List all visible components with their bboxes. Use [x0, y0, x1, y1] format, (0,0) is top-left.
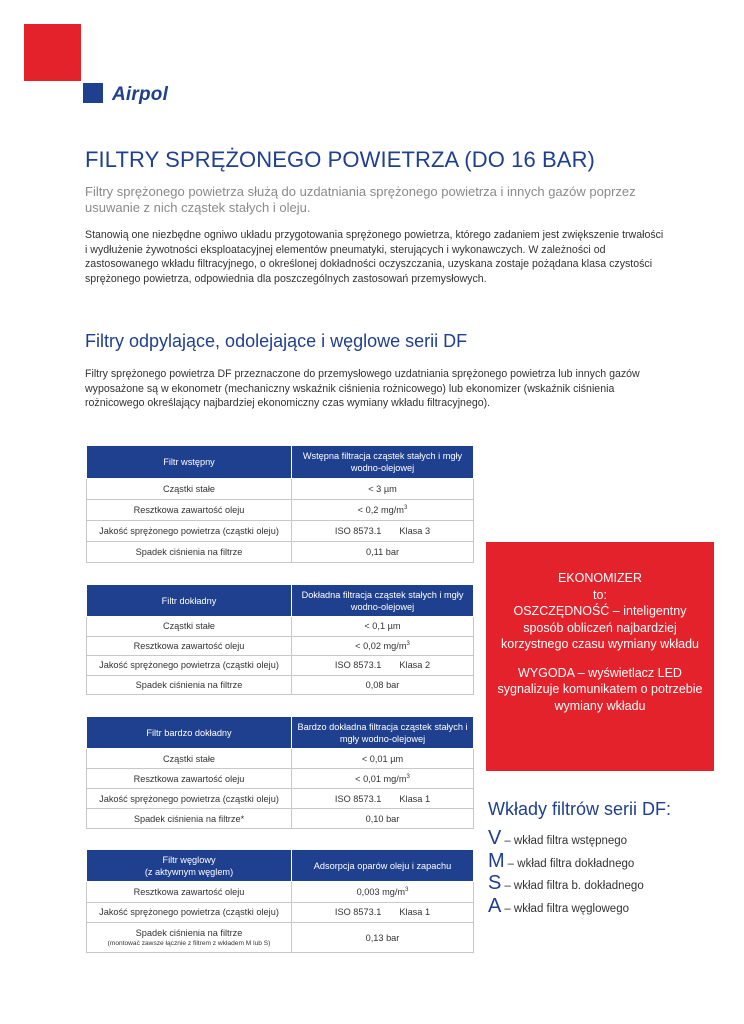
intro-paragraph: Stanowią one niezbędne ogniwo układu przygotowania sprężonego powietrza, którego zadaniem jest zwiększenie trwałości i wydłużenie żywotności eksploatacyjnej elementów pneumatyki, sterujących i wykonawczych. W zależności od zastosowanego wkładu filtracyjnego, o określonej dokładności oczyszczania, uzyskana zostaje pożądana klasa czystości sprężonego powietrza, odpowiednia dla poszczególnych zastosowań przemysłowych. — [85, 229, 664, 285]
oil-value: < 0,02 mg/m — [355, 640, 407, 651]
table-row — [87, 769, 474, 789]
table-row — [87, 902, 474, 923]
row-value: < 0,1 µm — [292, 617, 474, 637]
table-header-name: Filtr bardzo dokładny — [87, 717, 292, 749]
quality-class: Klasa 3 — [399, 526, 431, 536]
table-header-name: Filtr wstępny — [87, 446, 292, 479]
row-value — [292, 789, 474, 809]
table-header-name: Filtr dokładny — [87, 585, 292, 617]
quality-class: Klasa 1 — [399, 793, 431, 804]
list-item — [488, 827, 644, 850]
table-row — [87, 636, 474, 656]
table-row — [87, 809, 474, 829]
row-label: Jakość sprężonego powietrza (cząstki oleju) — [87, 521, 292, 542]
row-label: Cząstki stałe — [87, 479, 292, 500]
pressure-label: Spadek ciśnienia na filtrze — [135, 928, 243, 938]
oil-value: < 0,01 mg/m — [355, 773, 407, 784]
iso-standard: ISO 8573.1 — [334, 907, 382, 918]
logo-red-square — [24, 24, 81, 81]
table-row — [87, 749, 474, 769]
ekonomizer-to: to: — [593, 587, 607, 602]
cartridge-letter: M — [488, 849, 505, 872]
table-header-name — [87, 850, 292, 882]
iso-standard: ISO 8573.1 — [334, 526, 382, 536]
row-value: 0,10 bar — [292, 809, 474, 829]
row-value — [292, 769, 474, 789]
table-row — [87, 617, 474, 637]
table-header-desc: Bardzo dokładna filtracja cząstek stałych i mgły wodno-olejowej — [292, 717, 474, 749]
row-label: Cząstki stałe — [87, 749, 292, 769]
row-label: Spadek ciśnienia na filtrze — [87, 542, 292, 563]
row-label: Cząstki stałe — [87, 617, 292, 637]
row-value: 0,11 bar — [292, 542, 474, 563]
table-row — [87, 521, 474, 542]
table-row — [87, 479, 474, 500]
table-header-desc: Dokładna filtracja cząstek stałych i mgły wodno-olejowej — [292, 585, 474, 617]
row-label: Jakość sprężonego powietrza (cząstki oleju) — [87, 789, 292, 809]
row-value: < 3 µm — [292, 479, 474, 500]
quality-class: Klasa 1 — [399, 907, 431, 918]
brand-logo: Airpol — [112, 84, 169, 105]
cartridges-list — [488, 827, 644, 917]
header-name-line2: (z aktywnym węglem) — [144, 866, 234, 877]
table-row — [87, 923, 474, 953]
spec-table-very-fine — [86, 716, 474, 829]
ekonomizer-convenience: WYGODA – wyświetlacz LED sygnalizuje komunikatem o potrzebie wymiany wkładu — [497, 665, 703, 713]
list-item — [488, 850, 644, 873]
row-label: Spadek ciśnienia na filtrze — [87, 675, 292, 695]
spec-table-carbon — [86, 849, 474, 953]
oil-value: 0,003 mg/m — [356, 886, 406, 897]
mounting-note: (montować zawsze łącznie z filtrem z wkładem M lub S) — [107, 940, 271, 947]
unit-superscript: 3 — [406, 640, 410, 647]
page-title: FILTRY SPRĘŻONEGO POWIETRZA (DO 16 BAR) — [85, 147, 595, 172]
row-label: Jakość sprężonego powietrza (cząstki oleju) — [87, 656, 292, 676]
ekonomizer-heading: EKONOMIZER — [557, 571, 643, 585]
row-value — [292, 656, 474, 676]
ekonomizer-box — [486, 542, 714, 771]
row-value: < 0,01 µm — [292, 749, 474, 769]
row-label: Resztkowa zawartość oleju — [87, 636, 292, 656]
iso-standard: ISO 8573.1 — [334, 793, 382, 804]
row-value — [292, 902, 474, 923]
table-row — [87, 882, 474, 903]
oil-value: < 0,2 mg/m — [357, 505, 404, 515]
row-value — [292, 882, 474, 903]
table-row — [87, 789, 474, 809]
cartridge-desc: – wkład filtra dokładnego — [507, 857, 635, 870]
quality-class: Klasa 2 — [399, 660, 431, 671]
table-row — [87, 500, 474, 521]
unit-superscript: 3 — [406, 773, 410, 780]
row-label: Jakość sprężonego powietrza (cząstki oleju) — [87, 902, 292, 923]
table-header-desc: Adsorpcja oparów oleju i zapachu — [292, 850, 474, 882]
iso-standard: ISO 8573.1 — [334, 660, 382, 671]
list-item — [488, 872, 644, 895]
cartridge-desc: – wkład filtra b. dokładnego — [504, 880, 644, 892]
list-item — [488, 895, 644, 918]
row-value — [292, 636, 474, 656]
header-name-line1: Filtr węglowy — [162, 854, 216, 865]
cartridge-letter: S — [488, 872, 502, 894]
unit-superscript: 3 — [405, 886, 409, 893]
section-paragraph: Filtry sprężonego powietrza DF przeznaczone do przemysłowego uzdatniania sprężonego powietrza lub innych gazów wyposażone są w ekonometr (mechaniczny wskaźnik ciśnienia rożnicowego) lub ekonomizer (wskaźnik ciśnienia rożnicowego określający najbardziej ekonomiczny czas wymiany wkładu filtracyjnego). — [85, 368, 640, 410]
row-label: Spadek ciśnienia na filtrze* — [87, 809, 292, 829]
section-title: Filtry odpylające, odolejające i węglowe serii DF — [85, 331, 468, 351]
row-label: Resztkowa zawartość oleju — [87, 882, 292, 903]
row-value: 0,13 bar — [292, 923, 474, 953]
table-header-desc: Wstępna filtracja cząstek stałych i mgły wodno-olejowej — [292, 446, 474, 479]
cartridges-title: Wkłady filtrów serii DF: — [488, 799, 672, 819]
ekonomizer-savings: OSZCZĘDNOŚĆ – inteligentny sposób obliczeń najbardziej korzystnego czasu wymiany wkładu — [501, 604, 699, 651]
cartridge-desc: – wkład filtra wstępnego — [504, 835, 628, 847]
row-value — [292, 521, 474, 542]
row-label — [87, 923, 292, 953]
table-row — [87, 542, 474, 563]
lead-paragraph: Filtry sprężonego powietrza służą do uzdatniania sprężonego powietrza i innych gazów poprzez usuwanie z nich cząstek stałych i oleju. — [85, 184, 636, 215]
table-row — [87, 675, 474, 695]
logo-blue-square — [83, 83, 103, 103]
unit-superscript: 3 — [403, 504, 408, 511]
cartridge-letter: V — [488, 827, 502, 849]
spec-table-fine — [86, 584, 474, 695]
table-row — [87, 656, 474, 676]
row-label: Resztkowa zawartość oleju — [87, 769, 292, 789]
spec-table-prefilter — [86, 445, 474, 563]
row-value: 0,08 bar — [292, 675, 474, 695]
cartridge-letter: A — [488, 894, 502, 917]
row-value — [292, 500, 474, 521]
row-label: Resztkowa zawartość oleju — [87, 500, 292, 521]
cartridge-desc: – wkład filtra węglowego — [504, 902, 629, 915]
